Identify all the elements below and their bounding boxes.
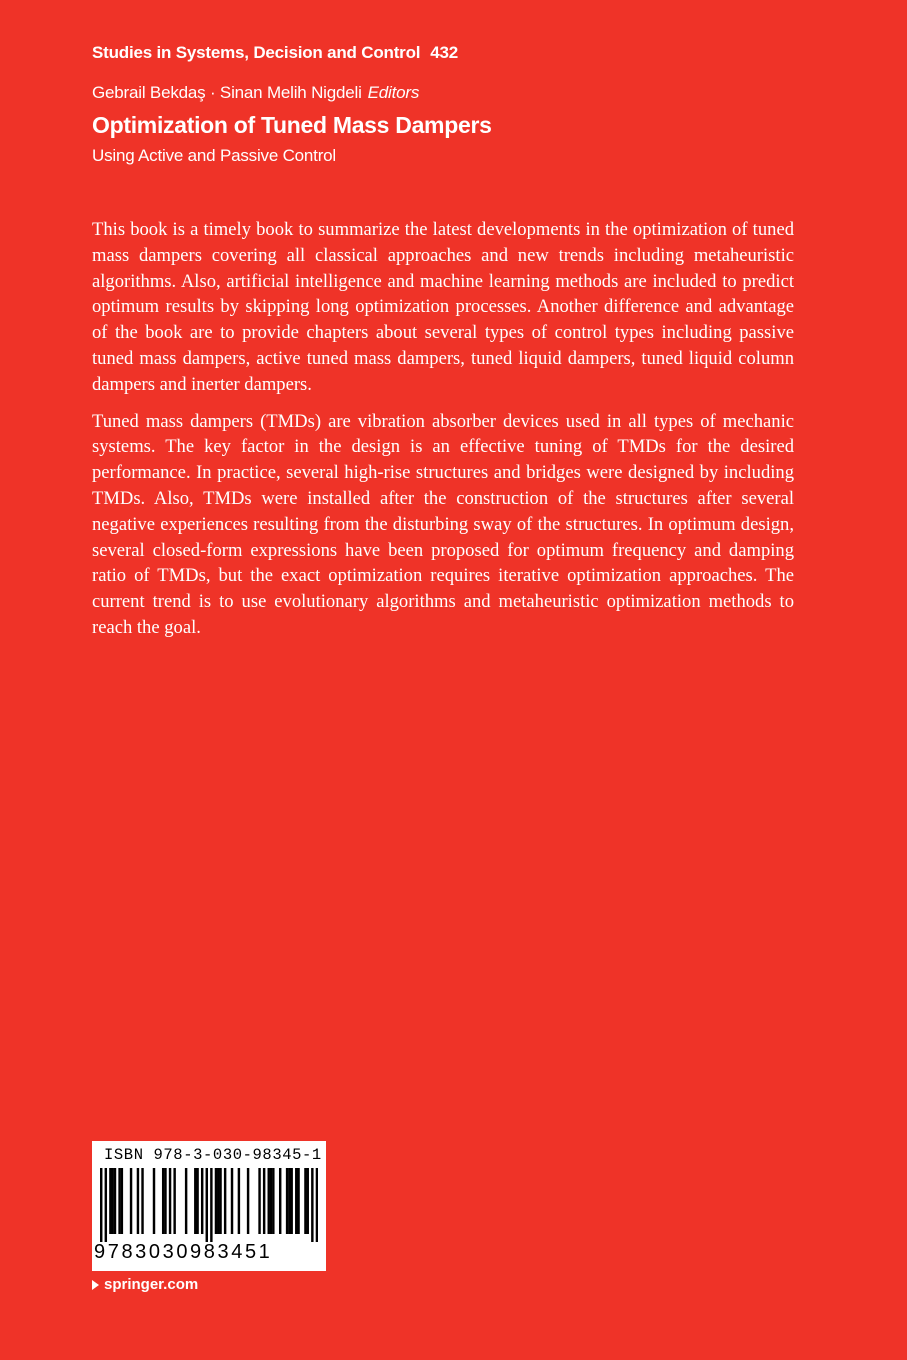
barcode-bar	[185, 1168, 187, 1234]
barcode-bar	[210, 1168, 212, 1242]
barcode-bar	[288, 1168, 290, 1234]
blurb-paragraph-1: This book is a timely book to summarize the latest developments in the optimization of tuned mass dampers covering all classical approaches and new trends including metaheuristic algorithms. Also, artificial intelligence and machine learning methods are included to predict optimum results by skipping long optimization processes. Another difference and advantage of the book are to provide chapters about several types of control types including passive tuned mass dampers, active tuned mass dampers, tuned liquid dampers, tuned liquid column dampers and inerter dampers.	[92, 219, 794, 395]
editor-names: Gebrail Bekdaş · Sinan Melih Nigdeli	[92, 83, 362, 102]
book-title: Optimization of Tuned Mass Dampers	[92, 112, 492, 138]
blurb-paragraph-2: Tuned mass dampers (TMDs) are vibration absorber devices used in all types of mechanic systems. The key factor in the design is an effective tuning of TMDs for the desired performance. In practice, several high-rise structures and bridges were designed by including TMDs. Also, TMDs were installed after the construction of the structures after several negative experiences resulting from the disturbing sway of the structures. In optimum design, several closed-form expressions have been proposed for optimum frequency and damping ratio of TMDs, but the exact optimization requires iterative optimization approaches. The current trend is to use evolutionary algorithms and metaheuristic optimization methods to reach the goal.	[92, 410, 794, 638]
barcode-bar	[100, 1168, 102, 1242]
barcode-bar	[114, 1168, 116, 1234]
barcode-bar	[173, 1168, 175, 1234]
website-link[interactable]	[92, 1276, 198, 1293]
barcode-bars	[100, 1168, 318, 1242]
barcode-bar	[169, 1168, 171, 1234]
barcode-bar	[194, 1168, 196, 1234]
website-text: springer.com	[104, 1276, 199, 1293]
barcode-bar	[270, 1168, 272, 1234]
triangle-arrow-icon	[92, 1280, 99, 1290]
barcode-bar	[141, 1168, 143, 1234]
book-subtitle: Using Active and Passive Control	[92, 146, 337, 165]
barcode-bar	[153, 1168, 155, 1234]
barcode-bar	[247, 1168, 249, 1234]
barcode-bar	[238, 1168, 240, 1234]
barcode-bar	[111, 1168, 113, 1234]
barcode-bar	[196, 1168, 198, 1234]
barcode-bar	[286, 1168, 288, 1234]
barcode-bar	[215, 1168, 217, 1234]
barcode-bar	[137, 1168, 139, 1234]
barcode-bar	[297, 1168, 299, 1234]
barcode-bar	[217, 1168, 219, 1234]
barcode-digits: 9783030983451	[94, 1241, 273, 1263]
barcode-bar	[206, 1168, 208, 1242]
editors-role: Editors	[367, 83, 420, 102]
barcode-bar	[162, 1168, 164, 1234]
barcode-bar	[311, 1168, 313, 1242]
barcode-bar	[130, 1168, 132, 1234]
barcode-bar	[105, 1168, 107, 1242]
book-blurb	[92, 217, 794, 652]
series-number: 432	[430, 43, 459, 62]
barcode-bar	[258, 1168, 260, 1234]
barcode-bar	[290, 1168, 292, 1234]
isbn-label: ISBN 978-3-030-98345-1	[104, 1146, 322, 1164]
series-name: Studies in Systems, Decision and Control	[92, 43, 421, 62]
barcode-bar	[279, 1168, 281, 1234]
barcode-bar	[109, 1168, 111, 1234]
barcode-bar	[201, 1168, 203, 1234]
barcode-bar	[304, 1168, 306, 1234]
barcode-bar	[118, 1168, 120, 1234]
barcode-bar	[295, 1168, 297, 1234]
editors-line	[92, 83, 419, 103]
barcode-bar	[263, 1168, 265, 1234]
barcode-bar	[307, 1168, 309, 1234]
barcode-bar	[316, 1168, 318, 1242]
barcode-bar	[164, 1168, 166, 1234]
barcode-bar	[272, 1168, 274, 1234]
isbn-barcode-box	[92, 1141, 326, 1271]
barcode-bar	[224, 1168, 226, 1234]
barcode-bar	[268, 1168, 270, 1234]
barcode-bar	[219, 1168, 221, 1234]
series-line	[92, 43, 458, 63]
barcode-bar	[231, 1168, 233, 1234]
barcode-bar	[121, 1168, 123, 1234]
